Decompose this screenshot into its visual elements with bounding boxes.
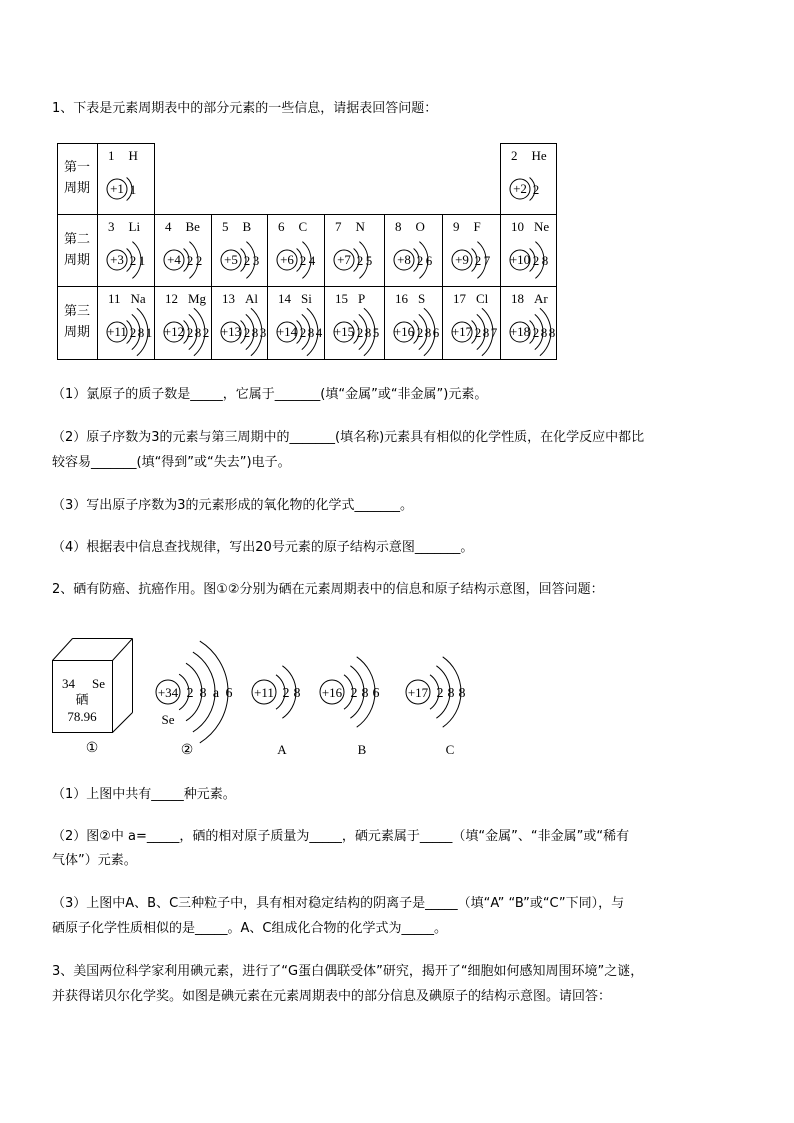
shell-electron-count: 8 (458, 686, 466, 701)
element-cell-ne (500, 214, 557, 286)
atomic-number: 18 (511, 291, 524, 306)
shell-electron-count: 2 (129, 325, 137, 340)
atom-diagram (500, 165, 557, 215)
shell-electron-count: 1 (145, 325, 153, 340)
card-number: 34 (62, 676, 75, 691)
figure-label-2: ② (180, 743, 194, 758)
atomic-number: 1 (108, 148, 115, 163)
nucleus-charge: +13 (220, 324, 242, 339)
shell-electron-count: 1 (138, 253, 146, 268)
element-cell-si (267, 286, 324, 358)
atom-diagram (97, 165, 154, 215)
element-symbol: C (298, 219, 308, 234)
element-cell-mg (154, 286, 211, 358)
shell-electron-count: 2 (243, 325, 251, 340)
period-2-line1: 第二 (63, 232, 90, 247)
period-1-line2: 周期 (63, 181, 90, 196)
element-cell-li (97, 214, 154, 286)
shell-electron-count: 2 (299, 325, 307, 340)
q2-sub3-line1: （3）上图中A、B、C三种粒子中，具有相对稳定结构的阴离子是_____（填“A” “B”或“C”下同），与 (52, 896, 625, 911)
shell-electron-count: 2 (356, 325, 364, 340)
card-symbol: Se (92, 676, 105, 691)
nucleus-charge: +5 (224, 252, 238, 267)
shell-electron-count: 2 (186, 253, 194, 268)
particle-c-diagram (406, 657, 466, 727)
element-cell-cl (442, 286, 500, 358)
element-symbol: Al (245, 291, 258, 306)
shell-electron-count: 2 (195, 253, 203, 268)
element-symbol: Cl (476, 291, 489, 306)
element-cell-o (384, 214, 442, 286)
element-symbol: Ar (534, 291, 548, 306)
nucleus-charge: +3 (110, 252, 124, 267)
element-cell-al (211, 286, 267, 358)
atomic-number: 15 (335, 291, 348, 306)
element-symbol: Na (130, 291, 146, 306)
element-symbol: O (415, 219, 425, 234)
element-symbol: F (473, 219, 481, 234)
nucleus-charge: +2 (513, 181, 527, 196)
period-3-label (57, 301, 97, 343)
shell-electron-count: 4 (308, 253, 316, 268)
q1-sub2-line2: 较容易_______(填“得到”或“失去”)电子。 (52, 455, 291, 470)
atomic-number: 8 (395, 219, 402, 234)
element-heading (511, 291, 548, 307)
period-2-line2: 周期 (63, 253, 90, 268)
atomic-number: 4 (165, 219, 172, 234)
element-heading (453, 291, 488, 307)
atom-diagram (211, 308, 267, 358)
element-heading (108, 148, 138, 164)
element-symbol: H (128, 148, 138, 163)
shell-electron-count: 8 (424, 325, 432, 340)
element-symbol: Mg (188, 291, 207, 306)
element-cell-he (500, 143, 557, 215)
shell-electron-count: 2 (532, 182, 540, 197)
atomic-number: 12 (165, 291, 178, 306)
element-heading (335, 219, 365, 235)
periodic-table (57, 143, 557, 360)
atom-diagram (324, 236, 384, 286)
element-cell-b (211, 214, 267, 286)
element-cell-n (324, 214, 384, 286)
q2-sub2-line2: 气体”）元素。 (52, 853, 137, 868)
nucleus-charge: +8 (397, 252, 411, 267)
shell-electron-count: 5 (372, 325, 380, 340)
atomic-number: 9 (453, 219, 460, 234)
q1-sub2-line1: （2）原子序数为3的元素与第三周期中的_______(填名称)元素具有相似的化学性质，在化学反应中都比 (52, 430, 645, 445)
element-symbol: Ne (534, 219, 550, 234)
shell-electron-count: 8 (137, 325, 145, 340)
element-heading (395, 291, 425, 307)
element-cell-s (384, 286, 442, 358)
card-name: 硒 (75, 693, 89, 708)
q2-sub1: （1）上图中共有_____种元素。 (52, 787, 236, 802)
shell-electron-count: 1 (129, 182, 137, 197)
q1-sub3: （3）写出原子序数为3的元素形成的氧化物的化学式_______。 (52, 498, 414, 513)
shell-electron-count: 6 (372, 686, 380, 701)
element-symbol: B (242, 219, 252, 234)
element-cell-na (97, 286, 154, 358)
shell-electron-count: 8 (548, 325, 556, 340)
nucleus-charge: +1 (110, 181, 124, 196)
shell-electron-count: 5 (365, 253, 373, 268)
nucleus-charge: +16 (393, 324, 415, 339)
shell-electron-count: 2 (356, 253, 364, 268)
element-heading (511, 219, 549, 235)
element-symbol: He (531, 148, 547, 163)
q2-sub2-line1: （2）图②中 a=_____，硒的相对原子质量为_____，硒元素属于_____（填“金属”、“非金属”或“稀有 (52, 829, 630, 844)
shell-electron-count: 2 (129, 253, 137, 268)
shell-electron-count: 8 (482, 325, 490, 340)
atom-diagram (384, 308, 442, 358)
shell-electron-count: 2 (350, 686, 358, 701)
nucleus-charge: +11 (107, 324, 127, 339)
element-cell-ar (500, 286, 557, 358)
q1-sub1: （1）氯原子的质子数是_____，它属于_______(填“金属”或“非金属”)元素。 (52, 387, 488, 402)
atom-diagram (267, 236, 324, 286)
shell-electron-count: 2 (416, 253, 424, 268)
element-cell-be (154, 214, 211, 286)
shell-electron-count: 2 (186, 686, 194, 701)
atom-diagram (154, 308, 211, 358)
shell-electron-count: 8 (199, 686, 207, 701)
atom-diagram (442, 308, 500, 358)
atom-diagram (97, 308, 154, 358)
nucleus-charge: +15 (333, 324, 355, 339)
atom-diagram (442, 236, 500, 286)
shell-electron-count: 3 (252, 253, 260, 268)
shell-electron-count: 8 (364, 325, 372, 340)
atomic-number: 11 (108, 291, 121, 306)
period-1-line1: 第一 (63, 160, 90, 175)
element-heading (395, 219, 425, 235)
particle-label: A (277, 742, 287, 757)
shell-electron-count: a (212, 686, 220, 701)
atom-diagram (267, 308, 324, 358)
shell-electron-count: 8 (307, 325, 315, 340)
element-symbol: Li (128, 219, 141, 234)
shell-electron-count: 2 (243, 253, 251, 268)
shell-electron-count: 2 (299, 253, 307, 268)
element-heading (511, 148, 547, 164)
atomic-number: 16 (395, 291, 408, 306)
q3-line2: 并获得诺贝尔化学奖。如图是碘元素在元素周期表中的部分信息及碘原子的结构示意图。请回答： (52, 989, 612, 1004)
nucleus-charge: +9 (455, 252, 469, 267)
q1-sub4: （4）根据表中信息查找规律，写出20号元素的原子结构示意图_______。 (52, 540, 474, 555)
nucleus-charge: +14 (276, 324, 298, 339)
selenium-atom-diagram (156, 641, 233, 743)
period-3-line2: 周期 (63, 325, 90, 340)
q2-sub3-line2: 硒原子化学性质相似的是_____。A、C组成化合物的化学式为_____。 (52, 921, 447, 936)
shell-electron-count: 8 (251, 325, 259, 340)
atomic-number: 3 (108, 219, 115, 234)
q3-line1: 3、美国两位科学家利用碘元素，进行了“G蛋白偶联受体”研究，揭开了“细胞如何感知周围环境”之谜， (52, 964, 644, 979)
shell-electron-count: 3 (259, 325, 267, 340)
atom-diagram (500, 308, 557, 358)
atomic-number: 17 (453, 291, 466, 306)
nucleus-charge: +34 (157, 685, 179, 700)
element-symbol: P (358, 291, 366, 306)
element-heading (278, 291, 312, 307)
shell-electron-count: 2 (532, 253, 540, 268)
element-cell-f (442, 214, 500, 286)
shell-electron-count: 2 (416, 325, 424, 340)
figure-label-1: ① (85, 741, 99, 756)
card-mass: 78.96 (67, 709, 97, 724)
nucleus-charge: +12 (163, 324, 185, 339)
atomic-number: 10 (511, 219, 524, 234)
shell-electron-count: 2 (186, 325, 194, 340)
shell-electron-count: 8 (447, 686, 455, 701)
nucleus-charge: +17 (407, 685, 429, 700)
atomic-number: 7 (335, 219, 342, 234)
nucleus-charge: +17 (451, 324, 473, 339)
shell-electron-count: 2 (282, 686, 290, 701)
element-heading (453, 219, 481, 235)
atomic-number: 5 (222, 219, 229, 234)
shell-electron-count: 8 (194, 325, 202, 340)
particle-label: C (445, 742, 455, 757)
selenium-atom-symbol: Se (161, 712, 175, 727)
element-symbol: Si (301, 291, 312, 306)
shell-electron-count: 6 (432, 325, 440, 340)
period-1-label (57, 157, 97, 199)
element-cell-h (97, 143, 154, 215)
shell-electron-count: 2 (202, 325, 210, 340)
element-symbol: N (355, 219, 365, 234)
nucleus-charge: +7 (337, 252, 351, 267)
atomic-number: 13 (222, 291, 235, 306)
particle-a-diagram (252, 666, 301, 718)
period-2-label (57, 229, 97, 271)
shell-electron-count: 6 (425, 253, 433, 268)
element-heading (222, 291, 258, 307)
atom-diagram (211, 236, 267, 286)
element-heading (335, 291, 365, 307)
shell-electron-count: 2 (532, 325, 540, 340)
element-cell-c (267, 214, 324, 286)
element-symbol: Be (185, 219, 200, 234)
atom-diagram (324, 308, 384, 358)
nucleus-charge: +11 (254, 685, 274, 700)
atomic-number: 6 (278, 219, 285, 234)
shell-electron-count: 2 (436, 686, 444, 701)
atomic-number: 14 (278, 291, 291, 306)
nucleus-charge: +10 (509, 252, 531, 267)
nucleus-charge: +6 (280, 252, 294, 267)
element-heading (165, 219, 200, 235)
element-heading (108, 219, 140, 235)
shell-electron-count: 4 (315, 325, 323, 340)
element-heading (165, 291, 206, 307)
element-heading (278, 219, 307, 235)
shell-electron-count: 2 (474, 325, 482, 340)
element-heading (222, 219, 251, 235)
atomic-number: 2 (511, 148, 518, 163)
element-heading (108, 291, 146, 307)
particle-b-diagram (320, 657, 380, 727)
atom-diagram (384, 236, 442, 286)
atom-diagram (154, 236, 211, 286)
shell-electron-count: 7 (483, 253, 491, 268)
atom-diagram (97, 236, 154, 286)
nucleus-charge: +18 (509, 324, 531, 339)
shell-electron-count: 8 (540, 325, 548, 340)
shell-electron-count: 8 (293, 686, 301, 701)
period-3-line1: 第三 (63, 304, 90, 319)
shell-electron-count: 8 (361, 686, 369, 701)
nucleus-charge: +4 (167, 252, 181, 267)
q1-title: 1、下表是元素周期表中的部分元素的一些信息，请据表回答问题： (52, 101, 438, 116)
shell-electron-count: 8 (541, 253, 549, 268)
shell-electron-count: 6 (225, 686, 233, 701)
shell-electron-count: 7 (490, 325, 498, 340)
selenium-figure (0, 620, 794, 760)
shell-electron-count: 2 (474, 253, 482, 268)
atom-diagram (500, 236, 557, 286)
q2-title: 2、硒有防癌、抗癌作用。图①②分别为硒在元素周期表中的信息和原子结构示意图，回答问题： (52, 582, 604, 597)
element-symbol: S (418, 291, 426, 306)
nucleus-charge: +16 (321, 685, 343, 700)
particle-label: B (357, 742, 367, 757)
element-cell-p (324, 286, 384, 358)
